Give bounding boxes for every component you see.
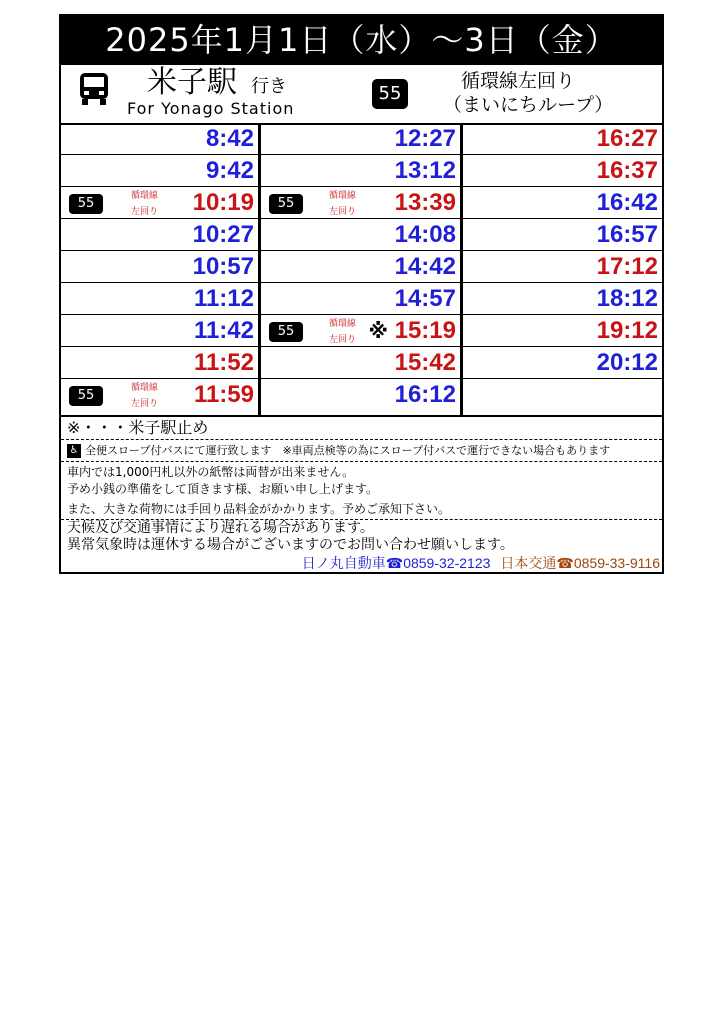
phone-icon: ☎ (385, 555, 404, 571)
timetable-row (261, 283, 460, 315)
timetable-row (261, 155, 460, 187)
timetable-row (463, 283, 662, 315)
timetable-grid (61, 123, 662, 415)
departure-time: 16:27 (596, 125, 658, 152)
timetable-row (261, 315, 460, 347)
route-nickname: （まいにちループ） (443, 94, 614, 116)
route-name: 循環線左回り (461, 70, 576, 92)
departure-time: 14:42 (394, 253, 456, 280)
loop-label: 循環線 左回り (131, 191, 159, 217)
departure-time: 20:12 (596, 349, 658, 376)
departure-time: 9:42 (205, 157, 254, 184)
destination-english: For Yonago Station (127, 99, 295, 118)
route-badge: 55 (69, 194, 103, 214)
timetable-row (463, 123, 662, 155)
fare-note-2: 予め小銭の準備をして頂きます様、お願い申し上げます。 (67, 482, 379, 496)
timetable-column (261, 123, 463, 415)
route-badge: 55 (269, 322, 303, 342)
timetable-row (61, 123, 258, 155)
departure-time: 14:57 (394, 285, 456, 312)
departure-time: 11:52 (193, 349, 254, 376)
timetable-row (463, 347, 662, 379)
timetable-row (261, 251, 460, 283)
page-title: 2025年1月1日（水）～3日（金） (61, 16, 662, 65)
timetable-row (261, 379, 460, 411)
timetable-row (61, 187, 258, 219)
stop-mark: ※ (368, 319, 388, 343)
slope-note-row (61, 440, 662, 462)
departure-time: 17:12 (596, 253, 658, 280)
timetable-row (61, 219, 258, 251)
contacts (302, 554, 660, 572)
departure-time: 16:42 (596, 189, 658, 216)
timetable-row (261, 123, 460, 155)
notes-section (61, 415, 662, 571)
timetable-row (463, 251, 662, 283)
departure-time: 10:19 (192, 189, 254, 216)
bus-icon (78, 71, 110, 107)
loop-label: 循環線 左回り (329, 319, 357, 345)
contact-hinomaru: 日ノ丸自動車☎0859-32-2123 (301, 555, 491, 571)
loop-label: 循環線 左回り (131, 383, 159, 409)
departure-time: 16:37 (596, 157, 658, 184)
timetable-row (463, 219, 662, 251)
departure-time: 11:42 (193, 317, 254, 344)
luggage-note: また、大きな荷物には手回り品料金がかかります。予めご承知下さい。 (67, 502, 451, 516)
departure-time: 16:57 (596, 221, 658, 248)
timetable-sheet (59, 14, 664, 574)
destination-header (61, 65, 662, 125)
departure-time: 19:12 (596, 317, 658, 344)
timetable-row (261, 347, 460, 379)
slope-note: 全便スロープ付バスにて運行致します ※車両点検等の為にスロープ付バスで運行できない場合もあります (85, 444, 611, 457)
route-number-badge: 55 (372, 79, 408, 109)
stop-note: ※・・・米子駅止め (61, 417, 662, 440)
timetable-row (61, 155, 258, 187)
departure-time: 15:42 (394, 349, 456, 376)
departure-time: 11:59 (193, 381, 254, 408)
route-badge: 55 (69, 386, 103, 406)
weather-note: 異常気象時は運休する場合がございますのでお問い合わせ願いします。 (67, 537, 514, 553)
timetable-row (463, 187, 662, 219)
timetable-row (261, 187, 460, 219)
timetable-column (463, 123, 662, 415)
departure-time: 10:57 (192, 253, 254, 280)
timetable-row (463, 155, 662, 187)
route-badge: 55 (269, 194, 303, 214)
departure-time: 18:12 (596, 285, 658, 312)
timetable-row (261, 219, 460, 251)
phone-icon: ☎ (556, 555, 574, 571)
departure-time: 14:08 (394, 221, 456, 248)
timetable-row (61, 379, 258, 411)
departure-time: 10:27 (192, 221, 254, 248)
timetable-row (61, 315, 258, 347)
destination-suffix: 行き (251, 76, 287, 97)
departure-time: 16:12 (394, 381, 456, 408)
loop-label: 循環線 左回り (329, 191, 357, 217)
service-notes (61, 520, 662, 554)
timetable-row (61, 251, 258, 283)
departure-time: 12:27 (394, 125, 456, 152)
fare-note-1: 車内では1,000円札以外の紙幣は両替が出来ません。 (67, 465, 355, 479)
contact-nihonkotsu: 日本交通☎0859-33-9116 (500, 555, 660, 571)
departure-time: 13:39 (394, 189, 456, 216)
timetable-row (61, 347, 258, 379)
departure-time: 11:12 (193, 285, 254, 312)
destination-name: 米子駅 (147, 65, 237, 100)
delay-note: 天候及び交通事情により遅れる場合があります。 (67, 520, 374, 536)
timetable-row (61, 283, 258, 315)
departure-time: 15:19 (394, 317, 456, 344)
wheelchair-icon: ♿ (67, 444, 81, 458)
fare-notes (61, 462, 662, 520)
timetable-row (463, 379, 662, 411)
timetable-column (61, 123, 261, 415)
departure-time: 13:12 (394, 157, 456, 184)
timetable-row (463, 315, 662, 347)
departure-time: 8:42 (205, 125, 254, 152)
